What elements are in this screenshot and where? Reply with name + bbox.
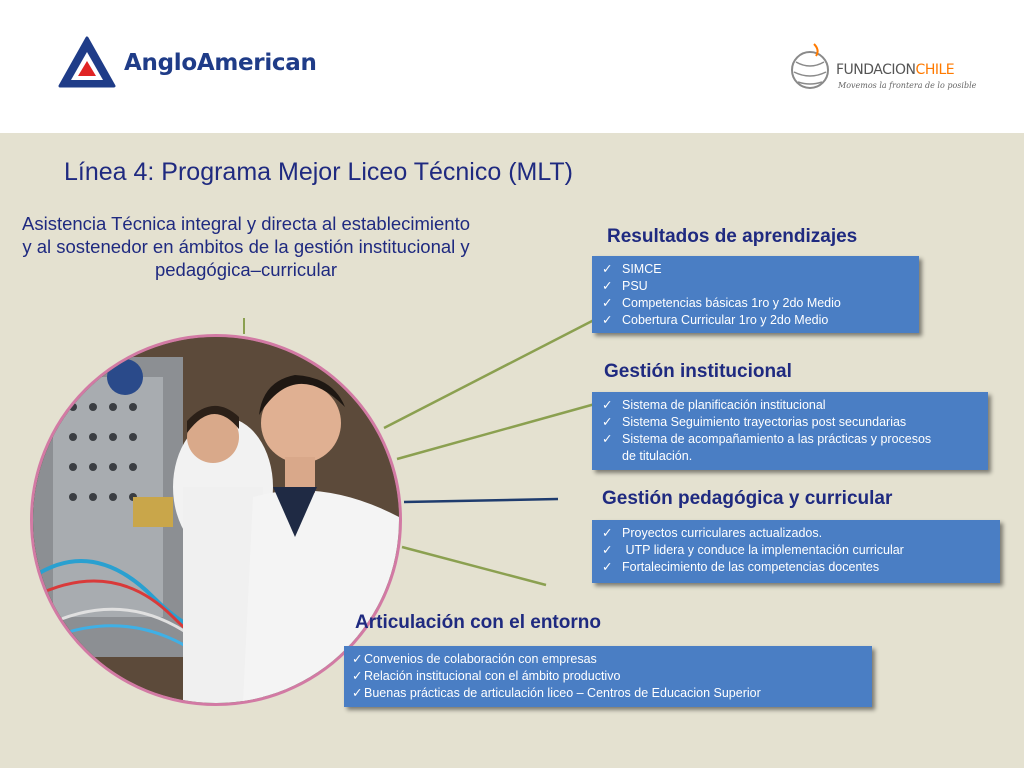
connector-entorno — [402, 547, 546, 585]
list-item: ✓ Relación institucional con el ámbito productivo — [352, 668, 864, 685]
list-item: ✓ Sistema Seguimiento trayectorias post secundarias — [592, 414, 988, 431]
list-item: ✓ SIMCE — [592, 261, 919, 278]
heading-institucional: Gestión institucional — [604, 361, 792, 382]
list-institucional — [592, 397, 988, 465]
list-resultados — [592, 261, 919, 329]
heading-entorno: Articulación con el entorno — [355, 612, 601, 633]
list-item: ✓ Sistema de acompañamiento a las prácticas y procesos de titulación. — [592, 431, 988, 465]
anglo-american-wordmark: AngloAmerican — [124, 50, 317, 76]
intro-text: Asistencia Técnica integral y directa al establecimiento y al sostenedor en ámbitos de la gestión institucional y pedagógica–curricular — [22, 213, 470, 280]
list-item: ✓ UTP lidera y conduce la implementación curricular — [592, 542, 1000, 559]
connector-institucional — [397, 404, 595, 459]
list-item: ✓ PSU — [592, 278, 919, 295]
list-entorno — [352, 651, 864, 702]
heading-resultados: Resultados de aprendizajes — [607, 226, 858, 247]
heading-pedagogica: Gestión pedagógica y curricular — [602, 488, 893, 509]
list-item: ✓ Convenios de colaboración con empresas — [352, 651, 864, 668]
list-item: ✓ Fortalecimiento de las competencias docentes — [592, 559, 1000, 576]
list-item: ✓ Competencias básicas 1ro y 2do Medio — [592, 295, 919, 312]
list-item: ✓ Buenas prácticas de articulación liceo – Centros de Educacion Superior — [352, 685, 864, 702]
list-item: ✓ Sistema de planificación institucional — [592, 397, 988, 414]
box-entorno — [344, 646, 872, 707]
list-pedagogica — [592, 525, 1000, 576]
list-item: ✓ Proyectos curriculares actualizados. — [592, 525, 1000, 542]
box-institucional — [592, 392, 988, 470]
box-pedagogica — [592, 520, 1000, 583]
fundacion-name-main: FUNDACION — [836, 62, 916, 78]
box-resultados — [592, 256, 919, 333]
fundacion-tagline: Movemos la frontera de lo posible — [838, 81, 977, 90]
slide-title: Línea 4: Programa Mejor Liceo Técnico (MLT) — [64, 158, 574, 186]
connector-pedagogica — [404, 499, 558, 502]
fundacion-name-accent: CHILE — [915, 62, 955, 78]
list-item: ✓ Cobertura Curricular 1ro y 2do Medio — [592, 312, 919, 329]
